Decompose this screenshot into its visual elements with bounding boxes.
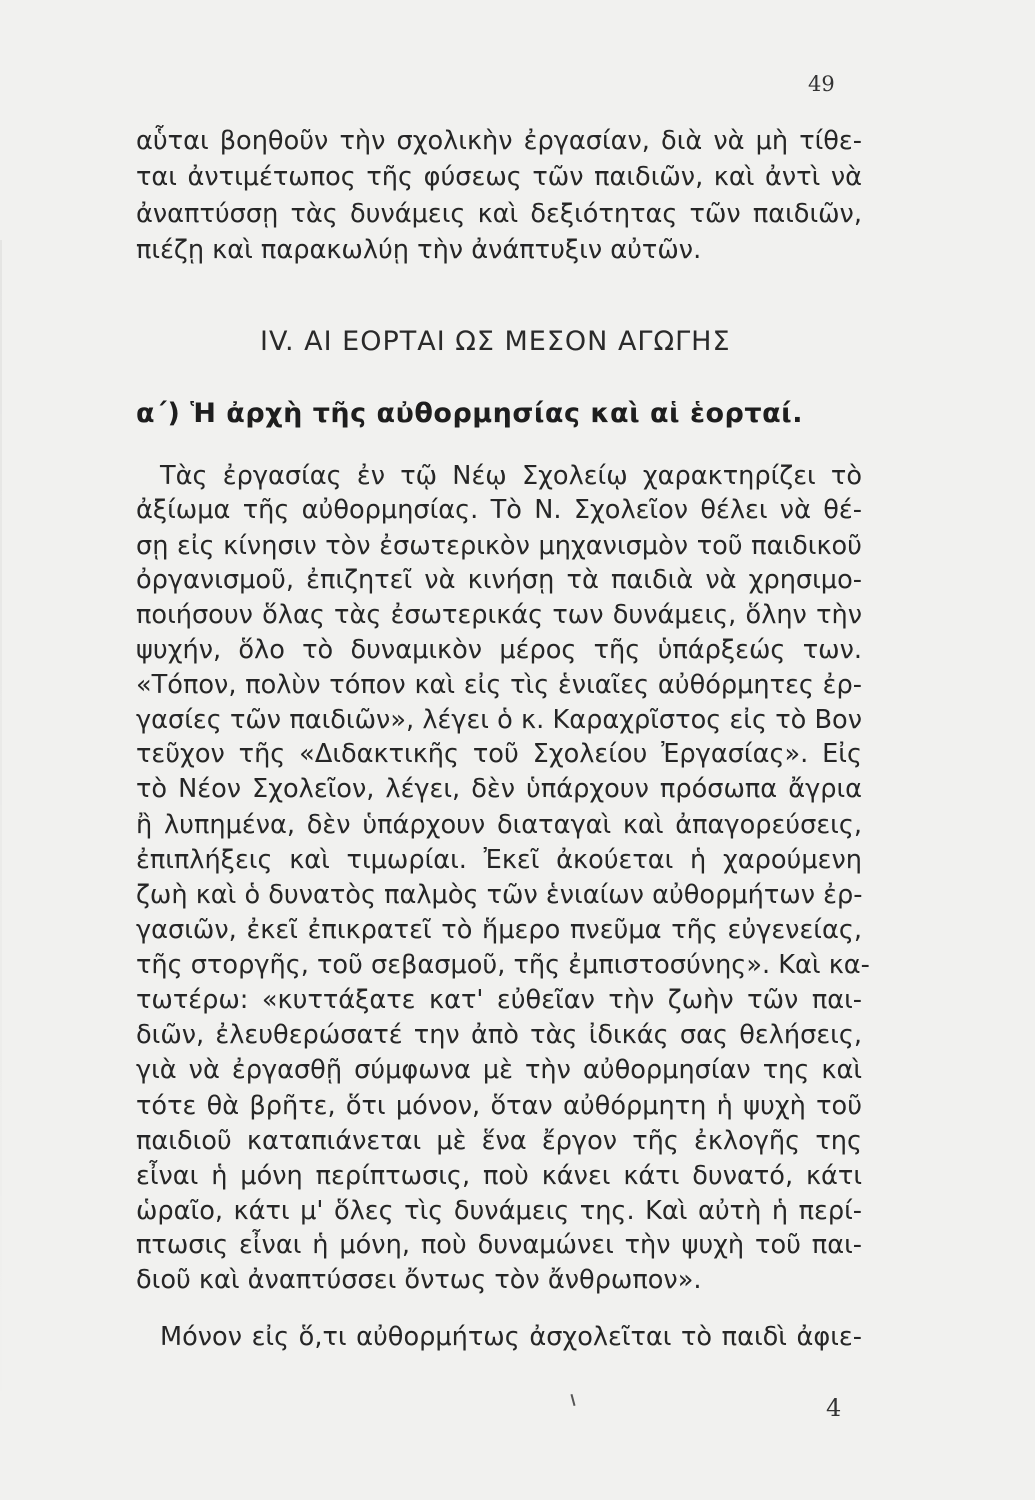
text-line-content: ται ἀντιμέτωπος τῆς φύσεως τῶν παιδιῶν, καὶ ἀντὶ νὰ: [136, 162, 862, 192]
text-line-content: Μόνον εἰς ὅ,τι αὐθορμήτως ἀσχολεῖται τὸ παιδὶ ἀφιε-: [160, 1322, 862, 1352]
text-line-content: διῶν, ἐλευθερώσατέ την ἀπὸ τὰς ἰδικάς σας θελήσεις,: [136, 1020, 862, 1050]
chapter-heading: IV. ΑΙ ΕΟΡΤΑΙ ΩΣ ΜΕΣΟΝ ΑΓΩΓΗΣ: [260, 326, 731, 357]
text-line-content: τῆς στοργῆς, τοῦ σεβασμοῦ, τῆς ἐμπιστοσύνης». Καὶ κα-: [136, 950, 870, 980]
text-line-content: ἐπιπλήξεις καὶ τιμωρίαι. Ἐκεῖ ἀκούεται ἡ χαρούμενη: [136, 845, 862, 875]
page-number: 49: [808, 72, 835, 96]
signature-mark: 4: [826, 1394, 842, 1422]
text-line-content: εἶναι ἡ μόνη περίπτωσις, ποὺ κάνει κάτι δυνατό, κάτι: [136, 1161, 862, 1191]
text-line-content: τεῦχον τῆς «Διδακτικῆς τοῦ Σχολείου Ἐργασίας». Εἰς: [136, 739, 862, 769]
text-line-content: πτωσις εἶναι ἡ μόνη, ποὺ δυναμώνει τὴν ψυχὴ τοῦ παι-: [136, 1230, 862, 1260]
text-line-content: παιδιοῦ καταπιάνεται μὲ ἕνα ἔργον τῆς ἐκλογῆς της: [136, 1126, 862, 1156]
text-line-content: ψυχήν, ὅλο τὸ δυναμικὸν μέρος τῆς ὑπάρξεώς των.: [136, 635, 862, 665]
text-line-content: γασιῶν, ἐκεῖ ἐπικρατεῖ τὸ ἥμερο πνεῦμα τῆς εὐγενείας,: [136, 915, 862, 945]
text-line-content: γασίες τῶν παιδιῶν», λέγει ὁ κ. Καραχρῖστος εἰς τὸ Βον: [136, 705, 862, 735]
section-heading: α΄) Ἡ ἀρχὴ τῆς αὐθορμησίας καὶ αἱ ἑορταί.: [136, 398, 803, 429]
text-line-content: σῃ εἰς κίνησιν τὸν ἐσωτερικὸν μηχανισμὸν τοῦ παιδικοῦ: [136, 531, 862, 561]
text-line-content: διοῦ καὶ ἀναπτύσσει ὄντως τὸν ἄνθρωπον».: [136, 1265, 702, 1295]
text-line-content: ὡραῖο, κάτι μ' ὅλες τὶς δυνάμεις της. Καὶ αὐτὴ ἡ περί-: [136, 1196, 862, 1226]
text-line-content: ἀναπτύσσῃ τὰς δυνάμεις καὶ δεξιότητας τῶν παιδιῶν,: [136, 199, 862, 229]
text-line-content: ζωὴ καὶ ὁ δυνατὸς παλμὸς τῶν ἑνιαίων αὐθορμήτων ἐρ-: [136, 880, 863, 910]
text-line-content: «Τόπον, πολὺν τόπον καὶ εἰς τὶς ἑνιαῖες αὐθόρμητες ἐρ-: [136, 670, 862, 700]
text-line-content: τὸ Νέον Σχολεῖον, λέγει, δὲν ὑπάρχουν πρόσωπα ἄγρια: [136, 774, 862, 804]
text-line-content: Τὰς ἐργασίας ἐν τῷ Νέῳ Σχολείῳ χαρακτηρίζει τὸ: [160, 461, 862, 491]
text-line-content: ποιήσουν ὅλας τὰς ἐσωτερικάς των δυνάμεις, ὅλην τὴν: [136, 600, 862, 630]
text-line-content: πιέζῃ καὶ παρακωλύῃ τὴν ἀνάπτυξιν αὐτῶν.: [136, 235, 702, 265]
text-line-content: αὗται βοηθοῦν τὴν σχολικὴν ἐργασίαν, διὰ νὰ μὴ τίθε-: [136, 126, 862, 156]
text-line-content: τότε θὰ βρῆτε, ὅτι μόνον, ὅταν αὐθόρμητη ἡ ψυχὴ τοῦ: [136, 1091, 862, 1121]
scan-edge-shadow: [0, 240, 2, 1440]
print-tick-mark: [570, 1394, 575, 1406]
text-line-content: ὀργανισμοῦ, ἐπιζητεῖ νὰ κινήσῃ τὰ παιδιὰ νὰ χρησιμο-: [136, 565, 862, 595]
text-line-content: γιὰ νὰ ἐργασθῇ σύμφωνα μὲ τὴν αὐθορμησίαν της καὶ: [136, 1055, 862, 1085]
text-line-content: ἢ λυπημένα, δὲν ὑπάρχουν διαταγαὶ καὶ ἀπαγορεύσεις,: [136, 810, 862, 840]
text-line-content: ἀξίωμα τῆς αὐθορμησίας. Τὸ Ν. Σχολεῖον θέλει νὰ θέ-: [136, 495, 862, 525]
text-line-content: τωτέρω: «κυττάξατε κατ' εὐθεῖαν τὴν ζωὴν τῶν παι-: [136, 985, 862, 1015]
